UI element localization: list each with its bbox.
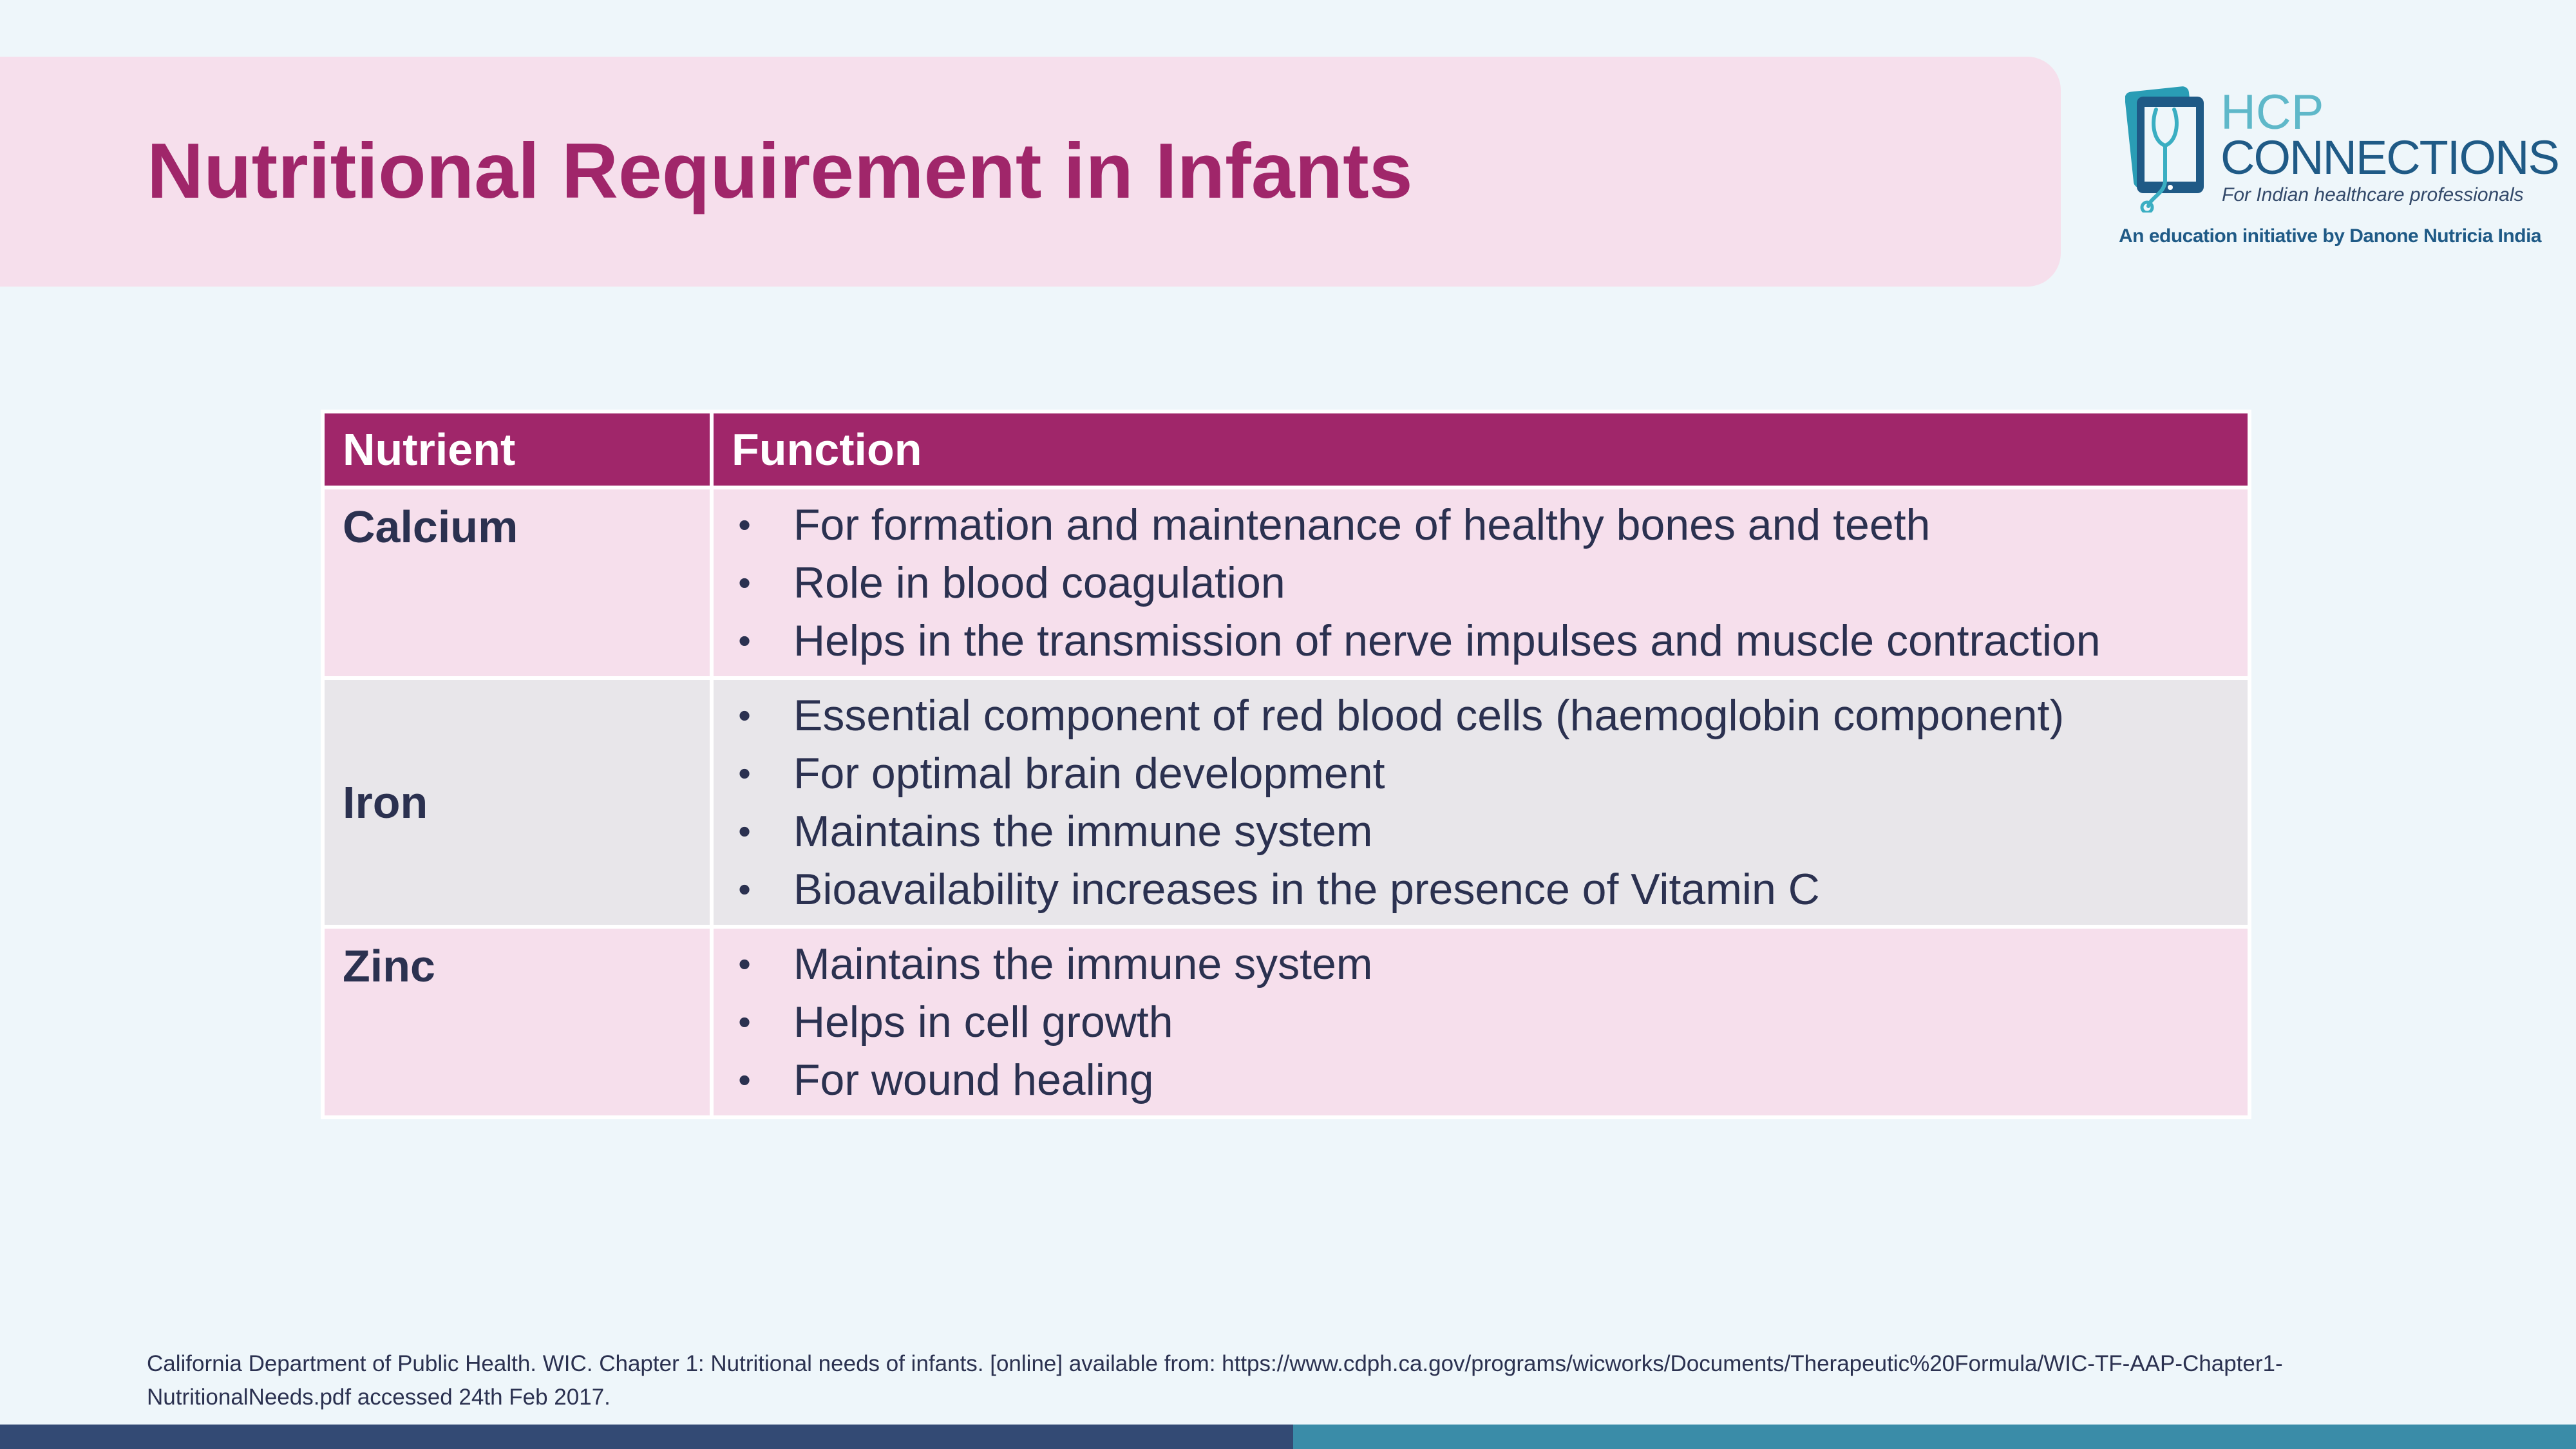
table-header-row (323, 412, 2249, 488)
list-item (732, 554, 2230, 612)
nutrient-name: Zinc (323, 927, 712, 1117)
function-text: Maintains the immune system (793, 807, 1373, 856)
list-item (732, 860, 2230, 918)
function-cell (712, 927, 2249, 1117)
logo-line2: CONNECTIONS (2221, 131, 2559, 184)
list-item (732, 687, 2230, 744)
logo-initiative: An education initiative by Danone Nutricia India (2119, 225, 2542, 247)
list-item (732, 612, 2230, 670)
function-text: Helps in the transmission of nerve impulses and muscle contraction (793, 616, 2101, 665)
logo-tagline: For Indian healthcare professionals (2222, 184, 2524, 205)
list-item (732, 993, 2230, 1051)
function-list (732, 935, 2230, 1109)
hcp-connections-logo (2119, 84, 2559, 258)
bullet-icon: • (738, 562, 751, 603)
function-text: Helps in cell growth (793, 998, 1173, 1046)
bullet-icon: • (738, 811, 751, 851)
bullet-icon: • (738, 620, 751, 661)
nutrient-name: Calcium (323, 488, 712, 678)
function-list (732, 496, 2230, 670)
function-text: For wound healing (793, 1056, 1154, 1104)
function-text: Bioavailability increases in the presence of Vitamin C (793, 865, 1820, 914)
bullet-icon: • (738, 695, 751, 735)
list-item (732, 802, 2230, 860)
bullet-icon: • (738, 1059, 751, 1100)
function-list (732, 687, 2230, 918)
function-text: For optimal brain development (793, 749, 1385, 798)
logo-line1: HCP (2221, 85, 2324, 140)
nutrition-table (321, 410, 2251, 1119)
list-item (732, 496, 2230, 554)
function-text: For formation and maintenance of healthy bones and teeth (793, 500, 1931, 549)
slide-title: Nutritional Requirement in Infants (147, 127, 1413, 214)
function-text: Essential component of red blood cells (haemoglobin component) (793, 691, 2065, 740)
bullet-icon: • (738, 869, 751, 909)
function-cell (712, 678, 2249, 927)
bullet-icon: • (738, 1001, 751, 1042)
list-item (732, 1051, 2230, 1109)
list-item (732, 744, 2230, 802)
table-row-calcium (323, 488, 2249, 678)
function-text: Role in blood coagulation (793, 558, 1285, 607)
header-nutrient: Nutrient (323, 412, 712, 488)
header-function: Function (712, 412, 2249, 488)
tablet-stethoscope-icon (2125, 84, 2215, 213)
bullet-icon: • (738, 504, 751, 545)
footer-bar-left (0, 1425, 1293, 1449)
bullet-icon: • (738, 943, 751, 984)
list-item (732, 935, 2230, 993)
citation: California Department of Public Health. WIC. Chapter 1: Nutritional needs of infants. [online] available from: https://www.cdph.ca.gov/programs/wicworks/Documents/Therapeutic%20Formula/WIC-TF-AAP-Chapter1-NutritionalNeeds.pdf accessed 24th Feb 2017. (147, 1351, 2283, 1410)
footer-bar-right (1293, 1425, 2576, 1449)
function-text: Maintains the immune system (793, 940, 1373, 989)
nutrient-name: Iron (323, 678, 712, 927)
function-cell (712, 488, 2249, 678)
bullet-icon: • (738, 753, 751, 793)
table-row-zinc (323, 927, 2249, 1117)
table-row-iron (323, 678, 2249, 927)
